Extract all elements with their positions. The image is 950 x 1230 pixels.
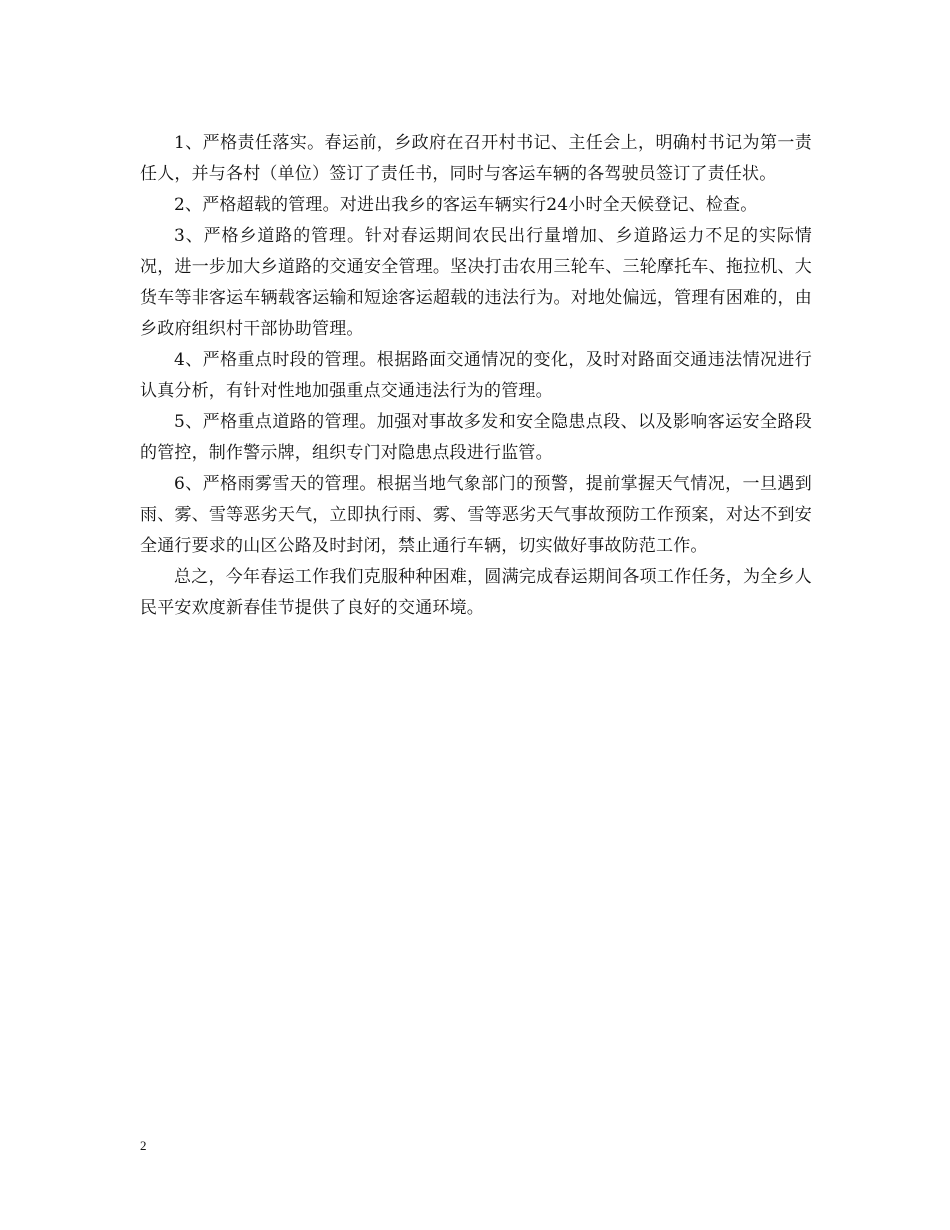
paragraph-township-roads: 3、严格乡道路的管理。针对春运期间农民出行量增加、乡道路运力不足的实际情况，进一步加大乡道路的交通安全管理。坚决打击农用三轮车、三轮摩托车、拖拉机、大货车等非客运车辆载客运输和短途客运超载的违法行为。对地处偏远，管理有困难的，由乡政府组织村干部协助管理。 bbox=[140, 226, 812, 339]
paragraph-bad-weather: 6、严格雨雾雪天的管理。根据当地气象部门的预警，提前掌握天气情况，一旦遇到雨、雾、雪等恶劣天气，立即执行雨、雾、雪等恶劣天气事故预防工作预案，对达不到安全通行要求的山区公路及时封闭，禁止通行车辆，切实做好事故防范工作。 bbox=[140, 474, 812, 556]
paragraph-overload: 2、严格超载的管理。对进出我乡的客运车辆实行24小时全天候登记、检查。 bbox=[174, 195, 758, 215]
paragraph-key-roads: 5、严格重点道路的管理。加强对事故多发和安全隐患点段、以及影响客运安全路段的管控，制作警示牌，组织专门对隐患点段进行监管。 bbox=[140, 412, 812, 463]
page-number: 2 bbox=[140, 1138, 147, 1153]
paragraph-summary: 总之，今年春运工作我们克服种种困难，圆满完成春运期间各项工作任务，为全乡人民平安欢度新春佳节提供了良好的交通环境。 bbox=[140, 567, 812, 618]
paragraph-key-periods: 4、严格重点时段的管理。根据路面交通情况的变化，及时对路面交通违法情况进行认真分析，有针对性地加强重点交通违法行为的管理。 bbox=[140, 350, 812, 401]
paragraph-responsibility: 1、严格责任落实。春运前，乡政府在召开村书记、主任会上，明确村书记为第一责任人，并与各村（单位）签订了责任书，同时与客运车辆的各驾驶员签订了责任状。 bbox=[140, 133, 812, 184]
document-body bbox=[140, 128, 812, 624]
